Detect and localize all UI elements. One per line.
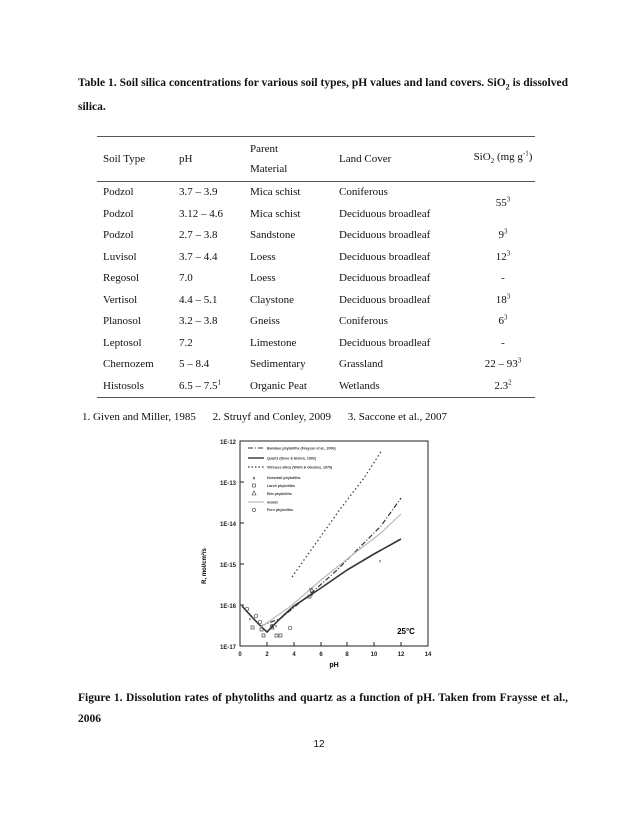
footnote-1: 1. Given and Miller, 1985	[82, 411, 196, 423]
soil-type-cell: Podzol	[103, 229, 134, 241]
land-cover-cell: Deciduous broadleaf	[339, 229, 431, 241]
ph-cell: $6.5 - 7.5^1$	[173, 376, 244, 398]
land-cover-cell: Deciduous broadleaf	[339, 336, 431, 349]
soil-type-cell: Chernozem	[103, 358, 154, 370]
parent-material-cell: Mica schist	[250, 186, 301, 198]
legend-entry: Vitreous silica (Wirth & Gieskes, 1979)	[267, 465, 333, 470]
header-ph: pH	[173, 137, 244, 182]
x-tick-label: 10	[370, 652, 378, 658]
x-tick-label: 4	[292, 652, 296, 658]
table-row	[97, 311, 535, 333]
land-cover-cell: Wetlands	[333, 376, 451, 398]
x-tick-label: 0	[238, 652, 242, 658]
soil-type-cell: Vertisol	[103, 293, 138, 306]
table-header-row	[97, 137, 535, 182]
sio2-cell: -	[501, 336, 505, 349]
sio2-cell: $2.3^2$	[451, 376, 535, 398]
sio2-cell: $22 - 93^3$	[484, 356, 522, 370]
cross-marker: ×	[274, 624, 278, 630]
header-land-cover: Land Cover	[333, 137, 451, 182]
parent-material-cell: Loess	[250, 272, 276, 284]
page-number: 12	[313, 739, 325, 750]
soil-type-cell: Planosol	[103, 315, 141, 327]
dissolution-rate-plot	[176, 438, 446, 670]
table-row	[97, 182, 535, 204]
y-tick-label: 1E-17	[219, 645, 236, 651]
cross-marker: ×	[308, 587, 312, 593]
soil-type-cell: Podzol	[103, 186, 134, 198]
table-caption: Table 1. Soil silica concentrations for various soil types, pH values and land covers. SiO$_2$ is dissolved silica.	[78, 77, 568, 114]
ph-cell: 2.7 – 3.8	[179, 229, 218, 241]
sio2-cell: $12^3$	[495, 248, 511, 263]
sio2-cell: -	[501, 272, 505, 284]
cross-marker-icon: ×	[252, 476, 256, 482]
ph-cell: 7.2	[179, 336, 193, 349]
cross-marker: ×	[248, 617, 252, 623]
sio2-cell: $6^3$	[498, 313, 508, 327]
header-sio2: SiO$_2$ (mg $g^{-1}$)	[451, 137, 535, 182]
sio2-cell: $55^3$	[495, 195, 511, 209]
table-row	[97, 290, 535, 312]
dissolution-rate-figure	[176, 438, 446, 675]
table-row	[97, 268, 535, 290]
legend-entry: Elm phytoliths	[267, 492, 292, 496]
table-row	[97, 247, 535, 269]
soil-type-cell: Podzol	[103, 207, 134, 220]
ph-cell: 4.4 – 5.1	[179, 293, 218, 306]
land-cover-cell: Deciduous broadleaf	[339, 250, 431, 263]
legend-entry: Bamboo phytoliths (Fraysse et al., 2006)	[267, 446, 336, 451]
circle-marker-icon	[252, 508, 255, 511]
square-marker-icon	[253, 484, 256, 487]
y-tick-label: 1E-16	[219, 604, 236, 610]
land-cover-cell: Deciduous broadleaf	[339, 272, 431, 284]
table-row	[97, 225, 535, 247]
soil-type-cell: Regosol	[103, 272, 140, 284]
land-cover-cell: Grassland	[339, 358, 383, 370]
ph-cell: 7.0	[179, 272, 193, 284]
table-body	[97, 182, 535, 398]
x-tick-label: 2	[265, 652, 269, 658]
cross-marker: ×	[378, 559, 382, 565]
sio2-cell: $9^3$	[498, 227, 508, 241]
land-cover-cell: Deciduous broadleaf	[339, 207, 431, 220]
x-tick-label: 8	[345, 652, 349, 658]
triangle-marker-icon	[252, 491, 256, 495]
y-tick-label: 1E-15	[219, 563, 236, 569]
y-axis-label: R, mol/cm²/s	[202, 548, 208, 584]
cross-marker: ×	[310, 593, 314, 599]
legend-entry: Quartz (Dove & Elston, 1992)	[267, 456, 317, 461]
footnote-2: 2. Struyf and Conley, 2009	[212, 411, 332, 423]
ph-cell: 3.12 – 4.6	[179, 207, 223, 220]
legend-entry: Larch phytoliths	[267, 484, 295, 488]
soil-type-cell: Leptosol	[103, 336, 142, 349]
soil-type-cell: Luvisol	[103, 250, 137, 263]
land-cover-cell: Coniferous	[339, 186, 388, 198]
soil-silica-table	[97, 136, 535, 398]
land-cover-cell: Deciduous broadleaf	[339, 293, 431, 306]
y-tick-label: 1E-13	[219, 481, 236, 487]
table-row	[97, 333, 535, 355]
plot-frame	[240, 441, 428, 646]
land-cover-cell: Coniferous	[339, 315, 388, 327]
header-soil-type: Soil Type	[97, 137, 173, 182]
ph-cell: 3.2 – 3.8	[179, 315, 218, 327]
legend-entry: Horsetail phytoliths	[267, 476, 301, 480]
table-footnotes	[82, 411, 461, 423]
model-curve	[261, 514, 401, 627]
table-row	[97, 376, 535, 398]
x-tick-label: 14	[424, 652, 432, 658]
parent-material-cell: Claystone	[250, 293, 294, 306]
sio2-cell: $18^3$	[495, 291, 511, 306]
legend-entry: Fern phytoliths	[267, 508, 293, 512]
ph-cell: 5 – 8.4	[179, 358, 210, 370]
figure-caption: Figure 1. Dissolution rates of phytoliths and quartz as a function of pH. Taken from Fraysse et al., 2006	[78, 692, 568, 725]
header-parent-material: Parent Material	[244, 137, 333, 182]
legend-entry: model	[267, 500, 278, 505]
table-row	[97, 354, 535, 376]
parent-material-cell: Sandstone	[250, 229, 296, 241]
ph-cell: 3.7 – 3.9	[179, 186, 218, 198]
footnote-3: 3. Saccone et al., 2007	[347, 411, 448, 423]
x-tick-label: 6	[319, 652, 323, 658]
plot-legend	[248, 447, 337, 513]
x-axis-label: pH	[329, 662, 339, 669]
parent-material-cell: Mica schist	[250, 207, 301, 220]
parent-material-cell: Loess	[250, 250, 276, 263]
y-tick-label: 1E-14	[219, 522, 236, 528]
parent-material-cell: Limestone	[250, 336, 297, 349]
temperature-label: 25°C	[397, 627, 415, 636]
soil-type-cell: Histosols	[97, 376, 173, 398]
parent-material-cell: Gneiss	[250, 315, 280, 327]
parent-material-cell: Organic Peat	[244, 376, 333, 398]
x-tick-label: 12	[397, 652, 405, 658]
quartz-curve	[242, 539, 401, 632]
parent-material-cell: Sedimentary	[250, 358, 306, 370]
y-tick-label: 1E-12	[219, 440, 236, 446]
ph-cell: 3.7 – 4.4	[179, 250, 218, 263]
